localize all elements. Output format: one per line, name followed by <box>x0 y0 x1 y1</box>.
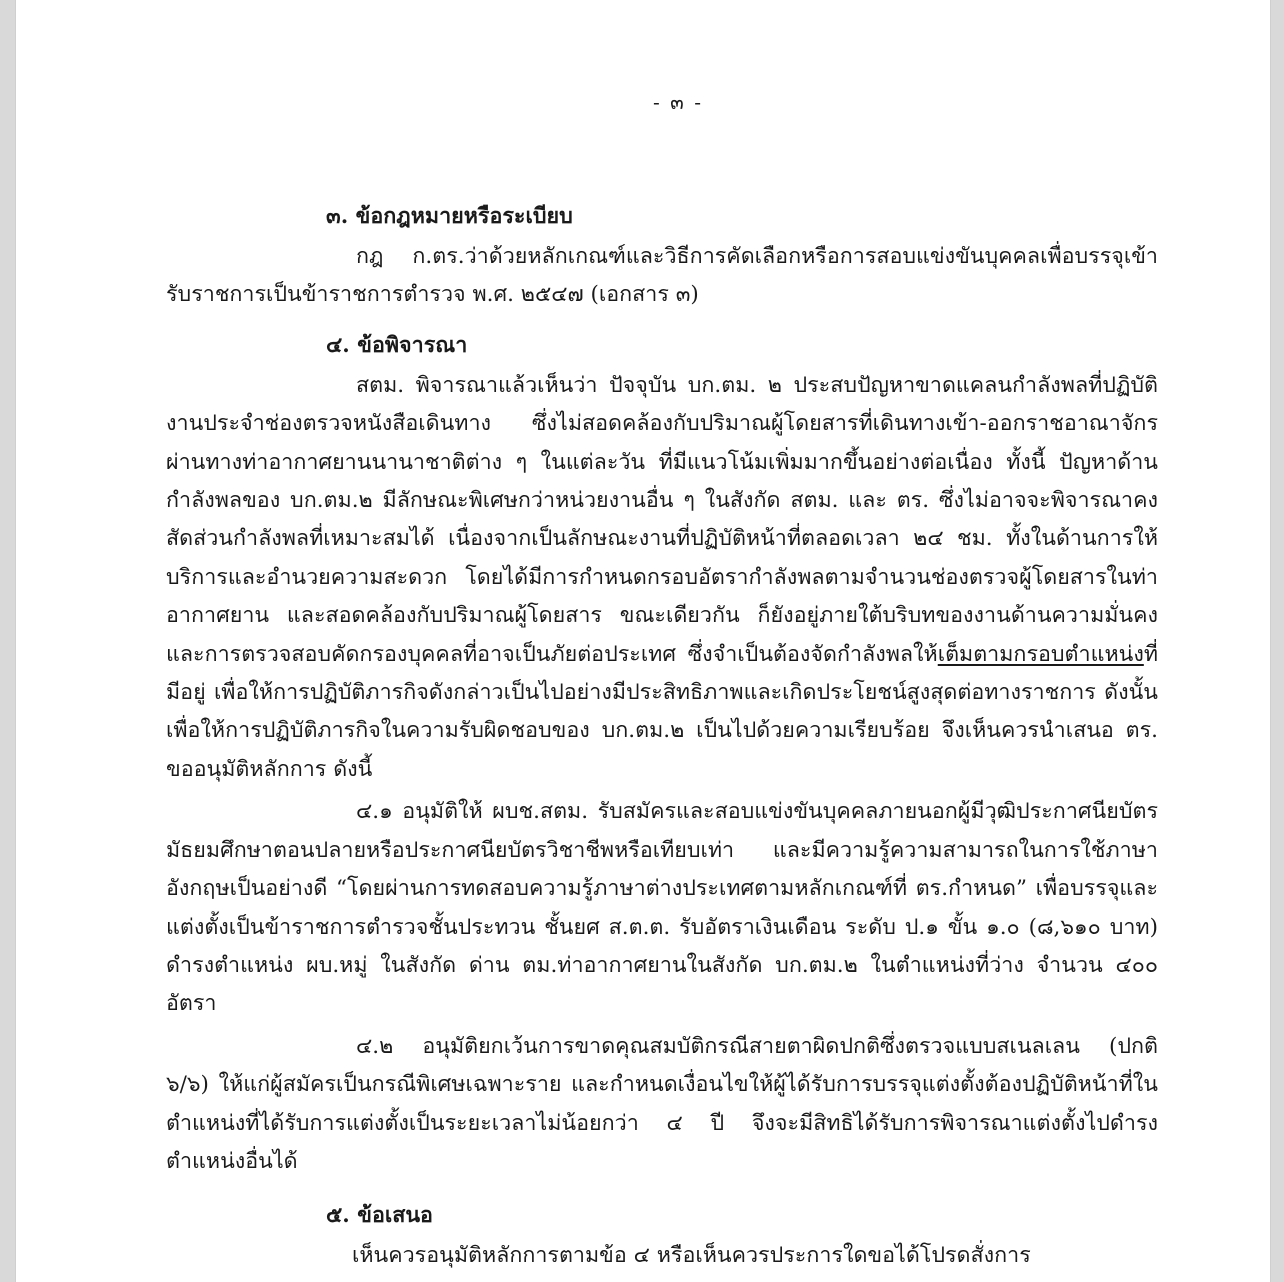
paragraph-considerations <box>166 367 1158 789</box>
section-legal-basis <box>166 196 1158 315</box>
section-heading-legal: ๓. ข้อกฎหมายหรือระเบียบ <box>326 204 573 229</box>
paragraph-proposal: เห็นควรอนุมัติหลักการตามข้อ ๔ หรือเห็นควรประการใดขอได้โปรดสั่งการ <box>352 1243 1031 1269</box>
item-4-1: ๔.๑ อนุมัติให้ ผบช.สตม. รับสมัครและสอบแข่งขันบุคคลภายนอกผู้มีวุฒิประกาศนียบัตรมัธยมศึกษาตอนปลายหรือประกาศนียบัตรวิชาชีพหรือเทียบเท่า และมีความรู้ความสามารถในการใช้ภาษาอังกฤษเป็นอย่างดี “โดยผ่านการทดสอบความรู้ภาษาต่างประเทศตามหลักเกณฑ์ที่ ตร.กำหนด” เพื่อบรรจุและแต่งตั้งเป็นข้าราชการตำรวจชั้นประทวน ชั้นยศ ส.ต.ต. รับอัตราเงินเดือน ระดับ ป.๑ ขั้น ๑.๐ (๘,๖๑๐ บาท) ดำรงตำแหน่ง ผบ.หมู่ ในสังกัด ด่าน ตม.ท่าอากาศยานในสังกัด บก.ตม.๒ ในตำแหน่งที่ว่าง จำนวน ๔๐๐ อัตรา <box>166 799 1158 1017</box>
document-page <box>16 0 1270 1282</box>
item-4-2: ๔.๒ อนุมัติยกเว้นการขาดคุณสมบัติกรณีสายตาผิดปกติซึ่งตรวจแบบสเนลเลน (ปกติ ๖/๖) ให้แก่ผู้สมัครเป็นกรณีพิเศษเฉพาะราย และกำหนดเงื่อนไขให้ผู้ได้รับการบรรจุแต่งตั้งต้องปฏิบัติหน้าที่ในตำแหน่งที่ได้รับการแต่งตั้งเป็นระยะเวลาไม่น้อยกว่า ๔ ปี จึงจะมีสิทธิได้รับการพิจารณาแต่งตั้งไปดำรงตำแหน่งอื่นได้ <box>166 1033 1158 1174</box>
considerations-text-part1: สตม. พิจารณาแล้วเห็นว่า ปัจจุบัน บก.ตม. ๒ ประสบปัญหาขาดแคลนกำลังพลที่ปฏิบัติงานประจำช่องตรวจหนังสือเดินทาง ซึ่งไม่สอดคล้องกับปริมาณผู้โดยสารที่เดินทางเข้า-ออกราชอาณาจักรผ่านทางท่าอากาศยานนานาชาติต่าง ๆ ในแต่ละวัน ที่มีแนวโน้มเพิ่มมากขึ้นอย่างต่อเนื่อง ทั้งนี้ ปัญหาด้านกำลังพลของ บก.ตม.๒ มีลักษณะพิเศษกว่าหน่วยงานอื่น ๆ ในสังกัด สตม. และ ตร. ซึ่งไม่อาจจะพิจารณาคงสัดส่วนกำลังพลที่เหมาะสมได้ เนื่องจากเป็นลักษณะงานที่ปฏิบัติหน้าที่ตลอดเวลา ๒๔ ชม. ทั้งในด้านการให้บริการและอำนวยความสะดวก โดยได้มีการกำหนดกรอบอัตรากำลังพลตามจำนวนช่องตรวจผู้โดยสารในท่าอากาศยาน และสอดคล้องกับปริมาณผู้โดยสาร ขณะเดียวกัน ก็ยังอยู่ภายใต้บริบทของงานด้านความมั่นคง และการตรวจสอบคัดกรองบุคคลที่อาจเป็นภัยต่อประเทศ ซึ่งจำเป็นต้องจัดกำลังพลให้ <box>166 372 1158 667</box>
section-heading-proposal: ๕. ข้อเสนอ <box>326 1203 433 1229</box>
considerations-text-part2: ที่มีอยู่ เพื่อให้การปฏิบัติภารกิจดังกล่าวเป็นไปอย่างมีประสิทธิภาพและเกิดประโยชน์สูงสุดต่อทางราชการ ดังนั้น เพื่อให้การปฏิบัติภารกิจในความรับผิดชอบของ บก.ตม.๒ เป็นไปด้วยความเรียบร้อย จึงเห็นควรนำเสนอ ตร. ขออนุมัติหลักการ ดังนี้ <box>166 641 1158 782</box>
document-body <box>166 190 1158 1276</box>
section-heading-considerations: ๔. ข้อพิจารณา <box>326 332 468 358</box>
paragraph-legal-basis: กฎ ก.ตร.ว่าด้วยหลักเกณฑ์และวิธีการคัดเลือกหรือการสอบแข่งขันบุคคลเพื่อบรรจุเข้ารับราชการเป็นข้าราชการตำรวจ พ.ศ. ๒๕๔๗ (เอกสาร ๓) <box>166 244 1158 308</box>
section-proposal <box>166 1195 1158 1275</box>
underlined-phrase: เต็มตามกรอบตำแหน่ง <box>937 641 1144 667</box>
page-number: - ๓ - <box>653 90 703 114</box>
section-considerations <box>166 325 1158 1182</box>
